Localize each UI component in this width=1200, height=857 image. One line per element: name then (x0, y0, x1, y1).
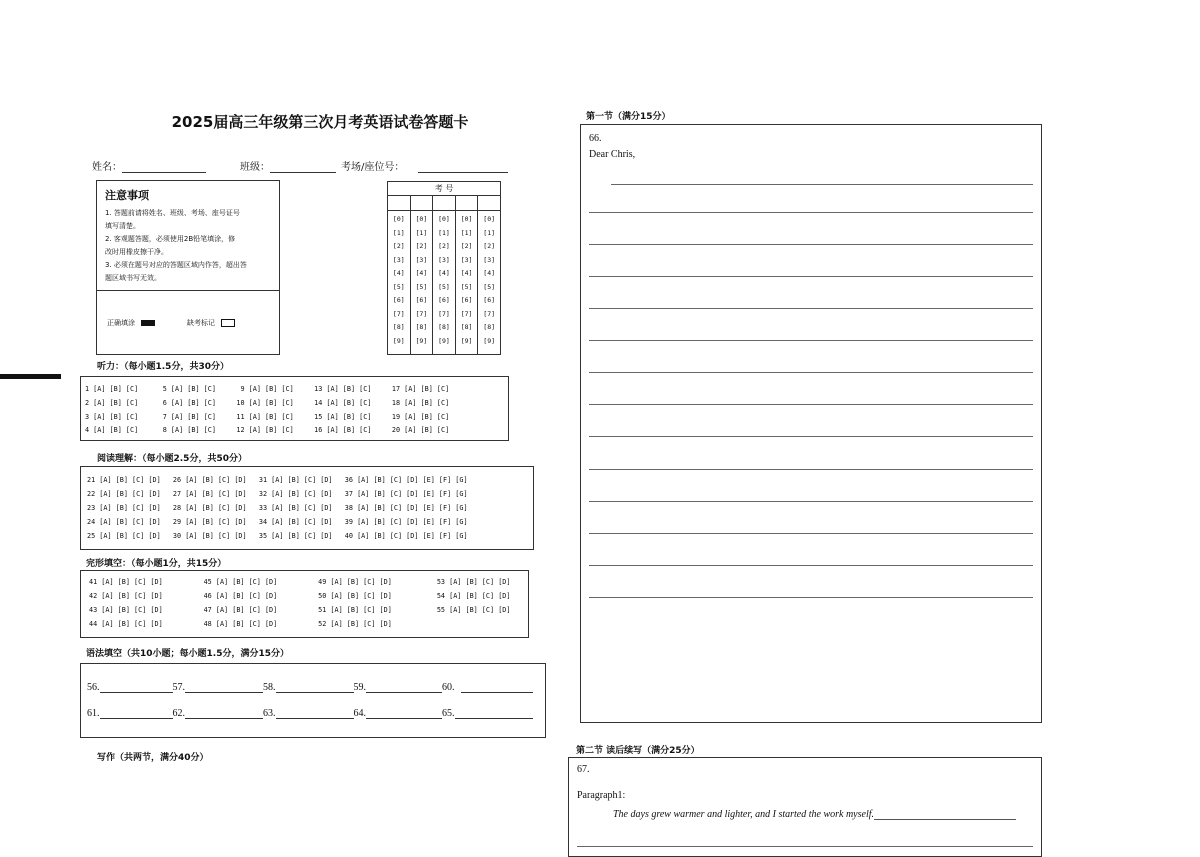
divider (97, 290, 279, 291)
writing-header: 写作（共两节，满分40分） (97, 753, 209, 763)
digit-bubble[interactable]: [8] (415, 323, 428, 331)
digit-bubble[interactable]: [8] (460, 323, 473, 331)
answer-line[interactable] (589, 372, 1033, 373)
cloze-answer-box[interactable] (80, 570, 529, 638)
answer-blank[interactable] (185, 709, 263, 719)
answer-blank[interactable] (366, 709, 442, 719)
answer-line[interactable] (589, 597, 1033, 598)
name-field[interactable] (92, 158, 206, 173)
q-number: 62. (172, 708, 185, 719)
answer-row[interactable]: 44 [A] [B] [C] [D] 48 [A] [B] [C] [D] 52 [A] [B] [C] [D] (89, 620, 392, 628)
digit-bubble[interactable]: [0] (415, 215, 428, 223)
notice-line: 填写清楚。 (105, 222, 140, 230)
seat-label: 考场/座位号： (341, 162, 405, 173)
class-blank[interactable] (270, 162, 336, 173)
exam-id-column (478, 211, 500, 354)
answer-row[interactable]: 22 [A] [B] [C] [D] 27 [A] [B] [C] [D] 32 [A] [B] [C] [D] 37 [A] [B] [C] [D] [E] [F] [G] (87, 490, 468, 498)
question-number: 66. (589, 133, 602, 144)
q-number: 60. (442, 682, 455, 693)
digit-bubble[interactable]: [2] (438, 242, 450, 250)
answer-line[interactable] (589, 565, 1033, 566)
digit-bubble[interactable]: [3] (438, 255, 450, 264)
answer-line[interactable] (589, 404, 1033, 405)
answer-row[interactable]: 25 [A] [B] [C] [D] 30 [A] [B] [C] [D] 35 [A] [B] [C] [D] 40 [A] [B] [C] [D] [E] [F] [G] (87, 532, 468, 540)
answer-row[interactable]: 42 [A] [B] [C] [D] 46 [A] [B] [C] [D] 50 [A] [B] [C] [D] 54 [A] [B] [C] [D] (89, 592, 511, 600)
digit-bubble[interactable]: [2] (483, 242, 496, 250)
answer-blank[interactable] (276, 683, 354, 693)
answer-row[interactable]: 3 [A] [B] [C] 7 [A] [B] [C] 11 [A] [B] [C] 15 [A] [B] [C] 19 [A] [B] [C] (85, 413, 450, 421)
filled-mark-icon (141, 320, 155, 326)
digit-bubble[interactable]: [0] (438, 215, 450, 223)
digit-bubble[interactable]: [2] (392, 242, 405, 250)
digit-bubble[interactable]: [2] (415, 242, 428, 250)
part1-writing-box[interactable] (580, 124, 1042, 723)
answer-blank[interactable] (100, 683, 173, 693)
q-number: 56. (87, 682, 100, 693)
answer-line[interactable] (589, 276, 1033, 277)
digit-bubble[interactable]: [3] (483, 255, 496, 264)
q-number: 64. (353, 708, 366, 719)
absent-mark-legend (187, 318, 235, 328)
q-number: 65. (442, 708, 455, 719)
exam-id-column (411, 211, 434, 354)
answer-row[interactable]: 1 [A] [B] [C] 5 [A] [B] [C] 9 [A] [B] [C] 13 [A] [B] [C] 17 [A] [B] [C] (85, 385, 450, 393)
digit-bubble[interactable]: [5] (415, 282, 428, 291)
digit-bubble[interactable]: [6] (483, 296, 496, 304)
answer-blank[interactable] (461, 683, 533, 693)
notice-box (96, 180, 280, 355)
grammar-answer-box (80, 663, 546, 738)
answer-blank[interactable] (185, 683, 263, 693)
answer-blank[interactable] (366, 683, 442, 693)
page-title: 2025届高三年级第三次月考英语试卷答题卡 (171, 113, 469, 131)
alignment-mark (0, 374, 61, 379)
digit-bubble[interactable]: [1] (438, 228, 450, 237)
exam-id-label: 考 号 (388, 182, 500, 196)
digit-bubble[interactable]: [5] (483, 282, 496, 291)
digit-bubble[interactable]: [8] (438, 323, 450, 331)
absent-mark-label: 缺考标记 (187, 319, 215, 327)
paragraph-label: Paragraph1: (577, 790, 626, 801)
digit-bubble[interactable]: [1] (415, 228, 428, 237)
name-blank[interactable] (122, 162, 206, 173)
answer-line[interactable] (874, 810, 1016, 820)
digit-bubble[interactable]: [6] (460, 296, 473, 304)
digit-bubble[interactable]: [7] (483, 309, 496, 318)
q-number: 59. (353, 682, 366, 693)
digit-bubble[interactable]: [0] (460, 215, 473, 223)
digit-bubble[interactable]: [7] (415, 309, 428, 318)
answer-row[interactable]: 41 [A] [B] [C] [D] 45 [A] [B] [C] [D] 49 [A] [B] [C] [D] 53 [A] [B] [C] [D] (89, 578, 511, 586)
digit-bubble[interactable]: [1] (483, 228, 496, 237)
digit-bubble[interactable]: [6] (415, 296, 428, 304)
correct-mark-label: 正确填涂 (107, 319, 135, 327)
digit-bubble[interactable]: [6] (438, 296, 450, 304)
exam-id-column (433, 211, 456, 354)
answer-blank[interactable] (276, 709, 354, 719)
answer-row[interactable]: 24 [A] [B] [C] [D] 29 [A] [B] [C] [D] 34 [A] [B] [C] [D] 39 [A] [B] [C] [D] [E] [F] [G] (87, 518, 468, 526)
digit-bubble[interactable]: [7] (392, 309, 405, 318)
digit-bubble[interactable]: [5] (438, 282, 450, 291)
digit-bubble[interactable]: [5] (392, 282, 405, 291)
answer-blank[interactable] (100, 709, 173, 719)
class-label: 班级： (240, 162, 270, 173)
digit-bubble[interactable]: [0] (483, 215, 496, 223)
exam-id-column (388, 211, 411, 354)
notice-line: 改时用橡皮擦干净。 (105, 248, 168, 256)
q-number: 63. (263, 708, 276, 719)
q-number: 57. (172, 682, 185, 693)
class-field[interactable] (240, 158, 336, 173)
answer-line[interactable] (589, 340, 1033, 341)
exam-id-write-cells[interactable] (388, 196, 500, 211)
listening-header: 听力：（每小题1.5分，共30分） (97, 362, 229, 372)
digit-bubble[interactable]: [2] (460, 242, 473, 250)
cloze-header: 完形填空：（每小题1分，共15分） (86, 559, 227, 569)
digit-bubble[interactable]: [0] (392, 215, 405, 223)
listening-answer-box[interactable] (80, 376, 509, 441)
correct-mark-legend (107, 318, 155, 328)
digit-bubble[interactable]: [9] (460, 336, 473, 345)
answer-line[interactable] (577, 846, 1033, 847)
digit-bubble[interactable]: [4] (483, 269, 496, 277)
part1-header: 第一节（满分15分） (586, 112, 671, 122)
digit-bubble[interactable]: [8] (483, 323, 496, 331)
digit-bubble[interactable]: [6] (392, 296, 405, 304)
digit-bubble[interactable]: [7] (438, 309, 450, 318)
digit-bubble[interactable]: [4] (460, 269, 473, 277)
answer-blank[interactable] (455, 709, 533, 719)
reading-header: 阅读理解：（每小题2.5分，共50分） (97, 454, 247, 464)
name-label: 姓名： (92, 162, 122, 173)
grammar-row (87, 708, 533, 719)
absent-checkbox[interactable] (221, 319, 235, 327)
first-sentence (613, 809, 1016, 820)
digit-bubble[interactable]: [3] (460, 255, 473, 264)
q-number: 61. (87, 708, 100, 719)
answer-row[interactable]: 21 [A] [B] [C] [D] 26 [A] [B] [C] [D] 31 [A] [B] [C] [D] 36 [A] [B] [C] [D] [E] [F] [G] (87, 476, 468, 484)
first-sentence-text: The days grew warmer and lighter, and I started the work myself. (613, 809, 875, 820)
exam-id-grid (387, 181, 501, 355)
answer-line[interactable] (589, 501, 1033, 502)
answer-row[interactable]: 43 [A] [B] [C] [D] 47 [A] [B] [C] [D] 51 [A] [B] [C] [D] 55 [A] [B] [C] [D] (89, 606, 511, 614)
digit-bubble[interactable]: [8] (392, 323, 405, 331)
digit-bubble[interactable]: [1] (460, 228, 473, 237)
digit-bubble[interactable]: [1] (392, 228, 405, 237)
part2-header: 第二节 读后续写（满分25分） (576, 746, 700, 756)
answer-line[interactable] (589, 533, 1033, 534)
notice-line: 1. 答题前请将姓名、班级、考场、座号证号 (105, 209, 240, 217)
question-number: 67. (577, 764, 590, 775)
digit-bubble[interactable]: [9] (392, 336, 405, 345)
answer-line[interactable] (611, 184, 1033, 185)
answer-line[interactable] (589, 436, 1033, 437)
notice-line: 2. 客观题答题，必须使用2B铅笔填涂，修 (105, 235, 236, 243)
q-number: 58. (263, 682, 276, 693)
digit-bubble[interactable]: [9] (415, 336, 428, 345)
seat-field[interactable] (341, 158, 508, 173)
letter-greeting: Dear Chris, (589, 149, 636, 160)
exam-id-column (456, 211, 479, 354)
digit-bubble[interactable]: [4] (392, 269, 405, 277)
digit-bubble[interactable]: [5] (460, 282, 473, 291)
digit-bubble[interactable]: [3] (415, 255, 428, 264)
answer-row[interactable]: 23 [A] [B] [C] [D] 28 [A] [B] [C] [D] 33 [A] [B] [C] [D] 38 [A] [B] [C] [D] [E] [F] [G] (87, 504, 468, 512)
seat-blank[interactable] (418, 162, 508, 173)
part2-writing-box[interactable] (568, 757, 1042, 857)
digit-bubble[interactable]: [9] (438, 336, 450, 345)
digit-bubble[interactable]: [4] (438, 269, 450, 277)
answer-line[interactable] (589, 212, 1033, 213)
digit-bubble[interactable]: [4] (415, 269, 428, 277)
grammar-row (87, 682, 533, 693)
grammar-header: 语法填空（共10小题；每小题1.5分，满分15分） (86, 649, 289, 659)
notice-title: 注意事项 (105, 189, 149, 202)
answer-row[interactable]: 4 [A] [B] [C] 8 [A] [B] [C] 12 [A] [B] [C] 16 [A] [B] [C] 20 [A] [B] [C] (85, 426, 450, 434)
answer-line[interactable] (589, 308, 1033, 309)
digit-bubble[interactable]: [3] (392, 255, 405, 264)
reading-answer-box[interactable] (80, 466, 534, 550)
notice-line: 3. 必须在题号对应的答题区域内作答，超出答 (105, 261, 247, 269)
digit-bubble[interactable]: [7] (460, 309, 473, 318)
digit-bubble[interactable]: [9] (483, 336, 496, 345)
notice-line: 题区域书写无效。 (105, 274, 161, 282)
answer-row[interactable]: 2 [A] [B] [C] 6 [A] [B] [C] 10 [A] [B] [C] 14 [A] [B] [C] 18 [A] [B] [C] (85, 399, 450, 407)
answer-line[interactable] (589, 244, 1033, 245)
answer-line[interactable] (589, 469, 1033, 470)
